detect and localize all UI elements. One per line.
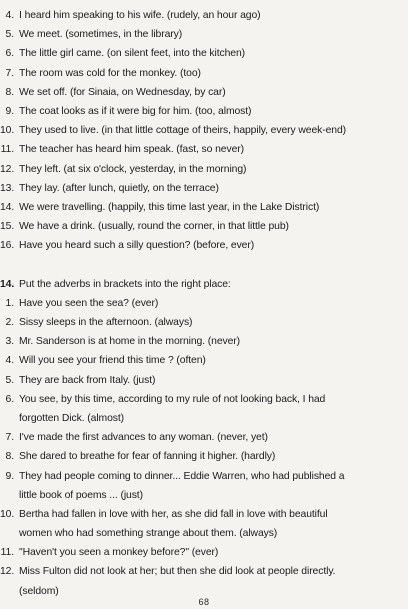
ex13-item-13: [0, 179, 408, 198]
section-gap: [0, 255, 408, 274]
item-number: 7.: [5, 67, 14, 79]
item-number: 6.: [5, 393, 14, 405]
ex14-item-10: [0, 505, 408, 524]
item-text: She dared to breathe for fear of fanning it higher. (hardly): [19, 451, 276, 463]
ex13-item-11: [0, 140, 408, 159]
item-text: The little girl came. (on silent feet, into the kitchen): [19, 48, 245, 60]
ex14-item-11: [0, 543, 408, 562]
item-number: 9.: [5, 470, 14, 482]
item-number: 11.: [0, 547, 14, 559]
item-number: 15.: [0, 221, 15, 233]
exercise-14-heading: [0, 275, 408, 294]
ex14-item-3: [0, 332, 408, 351]
ex13-item-8: [0, 83, 408, 102]
ex14-item-4: [0, 351, 408, 370]
item-text: forgotten Dick. (almost): [19, 412, 125, 424]
ex13-item-10: [0, 121, 408, 140]
ex14-item-2: [0, 313, 408, 332]
item-number: 5.: [5, 374, 14, 386]
item-number: 12.: [0, 566, 15, 578]
item-text: I heard him speaking to his wife. (rudely, an hour ago): [19, 10, 261, 21]
item-text: "Haven't you seen a monkey before?" (ever): [19, 547, 219, 559]
item-number: 9.: [5, 105, 14, 117]
ex14-item-7: [0, 428, 408, 447]
item-number: 1.: [5, 297, 14, 309]
item-number: 8.: [5, 451, 14, 463]
item-text: Sissy sleeps in the afternoon. (always): [19, 317, 193, 328]
item-number: 10.: [0, 508, 15, 520]
ex13-item-14: [0, 198, 408, 217]
item-number: 7.: [5, 432, 14, 444]
ex14-item-6-continued: [0, 409, 408, 428]
item-text: We meet. (sometimes, in the library): [19, 29, 183, 41]
item-text: The teacher has heard him speak. (fast, so never): [19, 144, 244, 156]
ex14-item-5: [0, 371, 408, 390]
item-text: The room was cold for the monkey. (too): [19, 67, 201, 79]
item-text: Mr. Sanderson is at home in the morning. (never): [19, 336, 241, 348]
ex14-item-8: [0, 447, 408, 466]
item-text: You see, by this time, according to my rule of not looking back, I had: [19, 393, 326, 405]
item-text: Will you see your friend this time ? (often): [19, 355, 206, 367]
item-number: 16.: [0, 240, 15, 252]
ex14-item-9: [0, 467, 408, 486]
item-text: (seldom): [19, 585, 59, 597]
ex13-item-7: [0, 64, 408, 83]
item-text: They are back from Italy. (just): [19, 374, 156, 386]
item-text: Have you seen the sea? (ever): [19, 297, 159, 309]
item-number: 6.: [5, 48, 14, 60]
item-text: We set off. (for Sinaia, on Wednesday, by car): [19, 86, 226, 98]
page-number: 68: [198, 597, 210, 607]
item-number: 4.: [5, 355, 14, 367]
item-number: 12.: [0, 163, 15, 175]
exercise-text: [0, 6, 408, 601]
item-text: women who had something strange about them. (always): [19, 528, 278, 540]
item-text: Miss Fulton did not look at her; but then she did look at people directly.: [19, 566, 336, 578]
item-text: They used to live. (in that little cottage of theirs, happily, every week-end): [19, 125, 346, 137]
item-number: 10.: [0, 125, 15, 137]
ex13-item-5: [0, 25, 408, 44]
item-text: They had people coming to dinner... Eddie Warren, who had published a: [19, 470, 345, 482]
item-number: 5.: [5, 29, 14, 41]
ex14-item-12: [0, 562, 408, 581]
exercise-instruction: Put the adverbs in brackets into the right place:: [19, 278, 231, 290]
ex14-item-6: [0, 390, 408, 409]
item-number: 4.: [5, 10, 14, 21]
item-number: 3.: [5, 336, 14, 348]
item-text: The coat looks as if it were big for him. (too, almost): [19, 105, 252, 117]
item-text: Have you heard such a silly question? (before, ever): [19, 240, 255, 252]
item-text: We have a drink. (usually, round the corner, in that little pub): [19, 221, 289, 233]
ex13-item-12: [0, 160, 408, 179]
item-text: They left. (at six o'clock, yesterday, in the morning): [19, 163, 247, 175]
item-number: 11.: [0, 144, 14, 156]
ex13-item-9: [0, 102, 408, 121]
ex13-item-15: [0, 217, 408, 236]
item-text: I've made the first advances to any woman. (never, yet): [19, 432, 268, 444]
item-number: 14.: [0, 201, 15, 213]
item-number: 8.: [5, 86, 14, 98]
ex14-item-1: [0, 294, 408, 313]
ex13-item-16: [0, 236, 408, 255]
ex14-item-9-continued: [0, 486, 408, 505]
item-number: 2.: [5, 317, 14, 328]
item-number: 13.: [0, 182, 15, 194]
ex13-item-6: [0, 44, 408, 63]
exercise-number: 14.: [0, 278, 15, 290]
item-text: We were travelling. (happily, this time last year, in the Lake District): [19, 201, 320, 213]
item-text: Bertha had fallen in love with her, as she did fall in love with beautiful: [19, 508, 328, 520]
ex13-item-4: [0, 6, 408, 25]
ex14-item-10-continued: [0, 524, 408, 543]
item-text: little book of poems ... (just): [19, 489, 143, 501]
item-text: They lay. (after lunch, quietly, on the terrace): [19, 182, 219, 194]
